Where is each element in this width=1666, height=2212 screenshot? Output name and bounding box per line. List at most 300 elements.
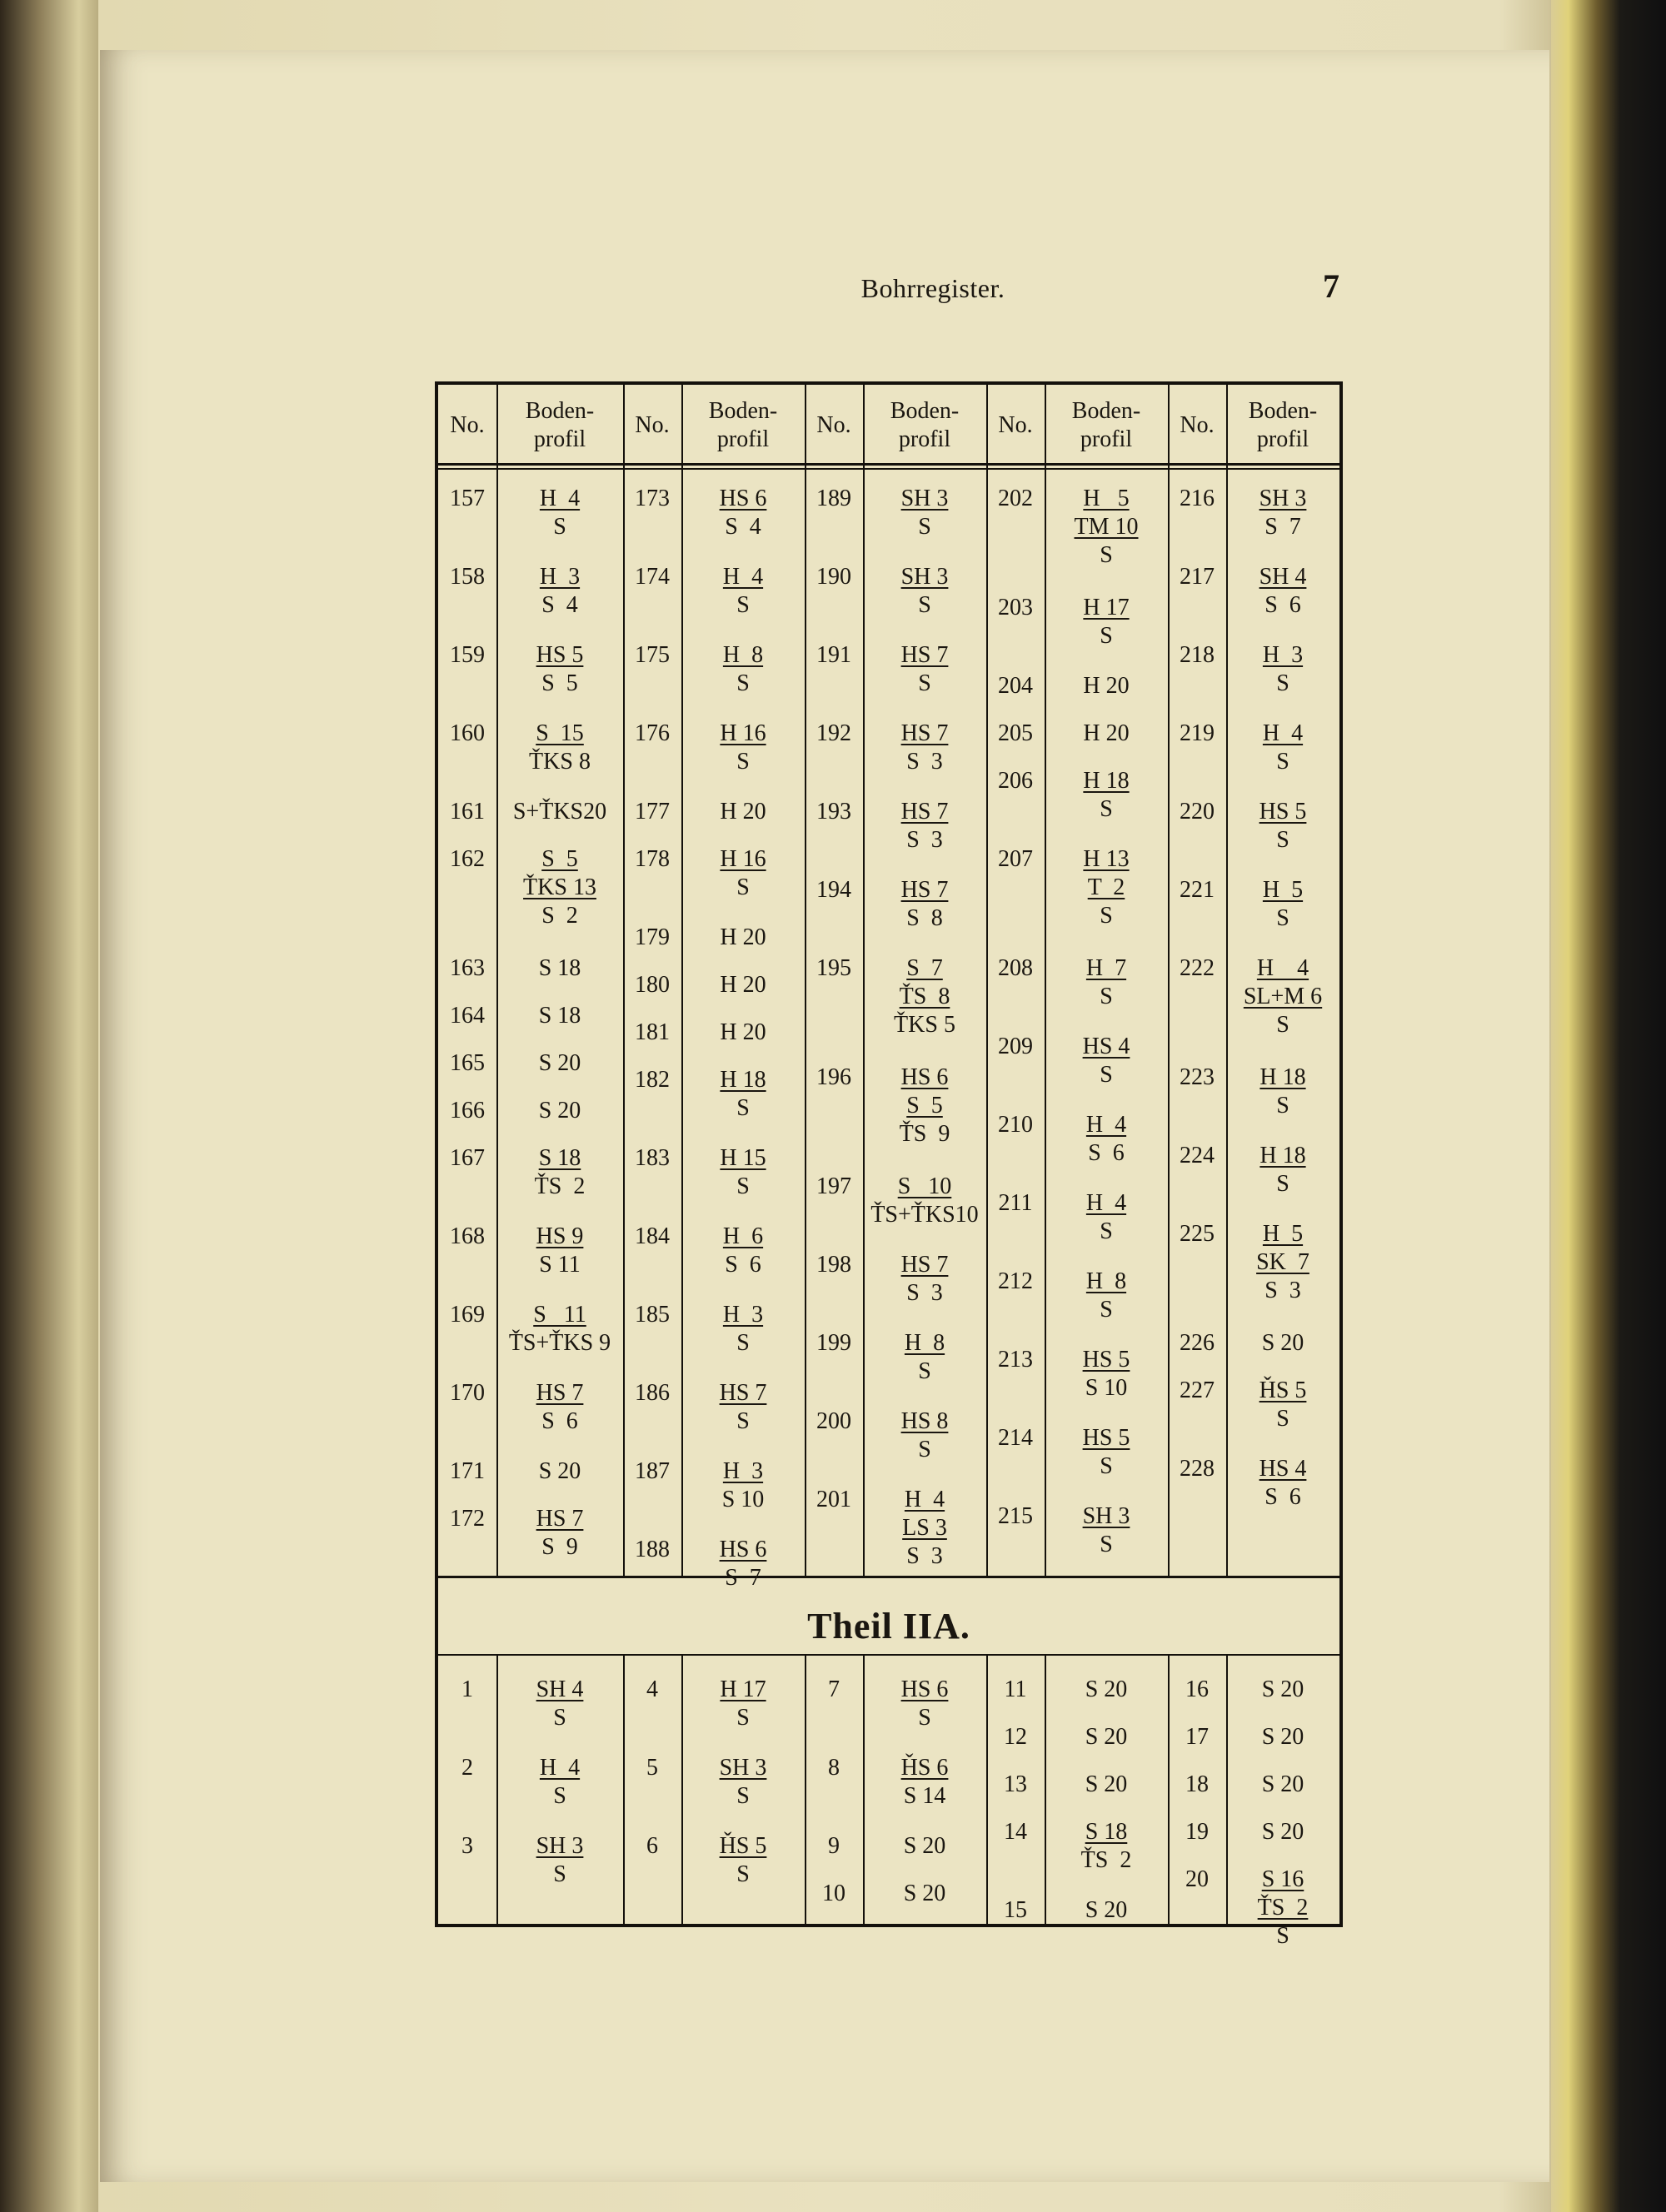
bohr-number: 4 xyxy=(646,1676,658,1702)
profil-line: TM 10 xyxy=(1074,514,1139,540)
profil-line: S 7 xyxy=(725,1565,761,1591)
boden-profil xyxy=(1226,641,1339,698)
boden-profil xyxy=(681,1144,805,1201)
header-bodenprofil: Boden- profil xyxy=(525,398,595,452)
profil-line: SH 3 xyxy=(1259,486,1307,511)
profil-line: SH 3 xyxy=(1082,1503,1130,1529)
boden-profil xyxy=(1226,1064,1339,1120)
profil-line: S xyxy=(1276,1093,1289,1118)
profil-line: S 20 xyxy=(1085,1897,1128,1923)
bohr-number: 183 xyxy=(635,1145,670,1171)
profil-line: ŤS+ŤKS 9 xyxy=(508,1330,611,1356)
profil-line: HS 7 xyxy=(900,799,949,825)
bohr-number: 224 xyxy=(1180,1143,1215,1168)
bohr-number: 165 xyxy=(450,1050,485,1076)
profil-line: S xyxy=(1100,1532,1113,1557)
profil-line: H 8 xyxy=(1085,1268,1127,1294)
row-rule xyxy=(438,1654,1339,1656)
boden-profil xyxy=(863,720,986,776)
boden-profil xyxy=(681,720,805,776)
boden-profil xyxy=(1045,1424,1168,1481)
bohr-number: 207 xyxy=(998,846,1033,872)
profil-line: S 3 xyxy=(906,827,943,853)
profil-line: S xyxy=(1100,1297,1113,1323)
profil-line: ȞS 6 xyxy=(900,1755,949,1781)
profil-line: SH 3 xyxy=(719,1755,767,1781)
profil-line: H 20 xyxy=(1083,673,1130,699)
bohr-number: 192 xyxy=(816,720,851,746)
bohr-number: 222 xyxy=(1180,955,1215,981)
bohr-number: 205 xyxy=(998,720,1033,746)
profil-line: S 6 xyxy=(1264,1484,1301,1510)
boden-profil xyxy=(863,798,986,854)
bohr-number: 182 xyxy=(635,1067,670,1093)
profil-line: S xyxy=(736,1783,750,1809)
profil-line: H 4 xyxy=(1085,1190,1127,1216)
boden-profil xyxy=(681,1223,805,1279)
boden-profil xyxy=(496,1097,623,1125)
boden-profil xyxy=(496,845,623,930)
profil-line: S xyxy=(553,1783,566,1809)
bohr-number: 189 xyxy=(816,486,851,511)
profil-line: S xyxy=(736,592,750,618)
boden-profil xyxy=(1226,876,1339,933)
bohr-number: 12 xyxy=(1004,1724,1027,1750)
profil-line: S 7 xyxy=(1264,514,1301,540)
boden-profil xyxy=(681,485,805,541)
boden-profil xyxy=(1045,720,1168,748)
profil-line: S xyxy=(1276,905,1289,931)
profil-line: HS 7 xyxy=(719,1380,767,1406)
boden-profil xyxy=(681,1301,805,1358)
bohr-number: 221 xyxy=(1180,877,1215,903)
bohr-number: 15 xyxy=(1004,1897,1027,1923)
profil-line: S xyxy=(918,1437,931,1462)
profil-line: S xyxy=(1276,1171,1289,1197)
profil-line: HS 7 xyxy=(900,877,949,903)
boden-profil xyxy=(863,641,986,698)
boden-profil xyxy=(863,954,986,1039)
profil-line: H 18 xyxy=(1083,768,1130,794)
boden-profil xyxy=(496,1144,623,1201)
boden-profil xyxy=(863,1064,986,1148)
boden-profil xyxy=(1045,485,1168,570)
boden-profil xyxy=(681,1379,805,1436)
profil-line: S xyxy=(736,749,750,775)
boden-profil xyxy=(1226,1142,1339,1198)
profil-line: HS 4 xyxy=(1259,1456,1307,1482)
bohr-number: 19 xyxy=(1185,1819,1209,1845)
profil-line: S 8 xyxy=(906,905,943,931)
boden-profil xyxy=(681,641,805,698)
bohr-number: 214 xyxy=(998,1425,1033,1451)
profil-line: S 18 xyxy=(1085,1819,1128,1845)
bohr-number: 217 xyxy=(1180,564,1215,590)
profil-line: H 16 xyxy=(720,720,766,746)
bohr-number: 7 xyxy=(828,1676,840,1702)
bohr-number: 162 xyxy=(450,846,485,872)
profil-line: H 8 xyxy=(904,1330,945,1356)
profil-line: S xyxy=(1100,1453,1113,1479)
profil-line: H 5 xyxy=(1262,1221,1304,1247)
section-title: Theil IIA. xyxy=(807,1606,970,1647)
boden-profil xyxy=(681,1066,805,1123)
boden-profil xyxy=(1045,954,1168,1011)
bohr-number: 200 xyxy=(816,1408,851,1434)
boden-profil xyxy=(496,485,623,541)
bohr-number: 225 xyxy=(1180,1221,1215,1247)
profil-line: S xyxy=(736,1330,750,1356)
profil-line: ŤS 9 xyxy=(899,1121,950,1147)
bohr-number: 3 xyxy=(461,1833,473,1859)
profil-line: H 8 xyxy=(722,642,764,668)
header-no: No. xyxy=(998,412,1033,438)
bohr-number: 187 xyxy=(635,1458,670,1484)
boden-profil xyxy=(1226,720,1339,776)
profil-line: ȞS 5 xyxy=(1259,1378,1307,1403)
boden-profil xyxy=(496,1301,623,1358)
boden-profil xyxy=(681,1019,805,1047)
profil-line: S xyxy=(736,1705,750,1731)
profil-line: H 17 xyxy=(1083,595,1130,620)
profil-line: S xyxy=(1276,1923,1289,1949)
profil-line: SL+M 6 xyxy=(1243,984,1323,1009)
bohr-number: 203 xyxy=(998,595,1033,620)
profil-line: SH 4 xyxy=(536,1676,584,1702)
profil-line: SK 7 xyxy=(1256,1249,1309,1275)
profil-line: S xyxy=(1276,749,1289,775)
profil-line: S xyxy=(553,514,566,540)
boden-profil xyxy=(1226,1866,1339,1950)
boden-profil xyxy=(1226,1818,1339,1846)
bohr-number: 6 xyxy=(646,1833,658,1859)
boden-profil xyxy=(863,1407,986,1464)
boden-profil xyxy=(1226,1377,1339,1433)
bohr-number: 178 xyxy=(635,846,670,872)
profil-line: H 4 xyxy=(722,564,764,590)
profil-line: H 6 xyxy=(722,1223,764,1249)
header-no: No. xyxy=(450,412,485,438)
bohr-number: 171 xyxy=(450,1458,485,1484)
boden-profil xyxy=(1226,1455,1339,1512)
profil-line: S 6 xyxy=(1264,592,1301,618)
profil-line: H 18 xyxy=(1259,1064,1306,1090)
boden-profil xyxy=(1045,1033,1168,1089)
profil-line: S xyxy=(918,1358,931,1384)
profil-line: S 3 xyxy=(906,1280,943,1306)
profil-line: HS 7 xyxy=(900,642,949,668)
profil-line: S xyxy=(1276,1406,1289,1432)
profil-line: H 20 xyxy=(720,972,766,998)
boden-profil xyxy=(496,954,623,983)
profil-line: HS 5 xyxy=(536,642,584,668)
boden-profil xyxy=(1045,845,1168,930)
bohr-number: 195 xyxy=(816,955,851,981)
bohr-number: 9 xyxy=(828,1833,840,1859)
bohr-number: 11 xyxy=(1004,1676,1027,1702)
profil-line: S xyxy=(736,1095,750,1121)
profil-line: S 9 xyxy=(541,1534,578,1560)
boden-profil xyxy=(1226,1220,1339,1305)
profil-line: S 16 xyxy=(1261,1866,1304,1892)
bohr-number: 174 xyxy=(635,564,670,590)
page xyxy=(100,50,1549,2182)
bohr-number: 17 xyxy=(1185,1724,1209,1750)
profil-line: H 15 xyxy=(720,1145,766,1171)
profil-line: S xyxy=(736,1408,750,1434)
boden-profil xyxy=(496,1223,623,1279)
profil-line: S xyxy=(736,874,750,900)
profil-line: H 3 xyxy=(539,564,581,590)
bohr-number: 199 xyxy=(816,1330,851,1356)
profil-line: ŤS 2 xyxy=(534,1173,586,1199)
bohr-number: 186 xyxy=(635,1380,670,1406)
boden-profil xyxy=(681,924,805,952)
profil-line: HS 4 xyxy=(1082,1034,1130,1059)
bohr-number: 223 xyxy=(1180,1064,1215,1090)
boden-profil xyxy=(863,563,986,620)
profil-line: S xyxy=(1100,542,1113,568)
boden-profil xyxy=(863,485,986,541)
profil-line: S 11 xyxy=(539,1252,581,1278)
boden-profil xyxy=(863,1329,986,1386)
boden-profil xyxy=(863,1754,986,1811)
bohr-number: 201 xyxy=(816,1487,851,1512)
boden-profil xyxy=(863,1676,986,1732)
profil-line: HS 6 xyxy=(719,486,767,511)
boden-profil xyxy=(496,1002,623,1030)
bohr-number: 204 xyxy=(998,673,1033,699)
boden-profil xyxy=(1226,485,1339,541)
profil-line: H 13 xyxy=(1083,846,1130,872)
profil-line: LS 3 xyxy=(902,1515,947,1541)
bohr-number: 16 xyxy=(1185,1676,1209,1702)
profil-line: S 20 xyxy=(1261,1330,1304,1356)
profil-line: H 3 xyxy=(1262,642,1304,668)
profil-line: HS 7 xyxy=(900,1252,949,1278)
header-bodenprofil: Boden- profil xyxy=(1071,398,1141,452)
bohr-number: 196 xyxy=(816,1064,851,1090)
profil-line: ȞS 5 xyxy=(719,1833,767,1859)
profil-line: SH 4 xyxy=(1259,564,1307,590)
bohr-number: 206 xyxy=(998,768,1033,794)
profil-line: S xyxy=(1276,1012,1289,1038)
profil-line: S 3 xyxy=(906,1543,943,1569)
left-page-edge xyxy=(0,0,98,2212)
profil-line: SH 3 xyxy=(900,486,949,511)
profil-line: H 18 xyxy=(720,1067,766,1093)
profil-line: S 10 xyxy=(1085,1375,1128,1401)
profil-line: S 20 xyxy=(1261,1819,1304,1845)
profil-line: S 6 xyxy=(725,1252,761,1278)
boden-profil xyxy=(863,1173,986,1229)
profil-line: HS 7 xyxy=(536,1380,584,1406)
bohr-number: 1 xyxy=(461,1676,473,1702)
profil-line: S 5 xyxy=(541,670,578,696)
profil-line: S 6 xyxy=(541,1408,578,1434)
bohr-number: 184 xyxy=(635,1223,670,1249)
profil-line: H 16 xyxy=(720,846,766,872)
profil-line: S xyxy=(918,1705,931,1731)
profil-line: ŤKS 8 xyxy=(529,749,591,775)
bohr-number: 210 xyxy=(998,1112,1033,1138)
profil-line: S 11 xyxy=(533,1302,586,1328)
bohr-number: 8 xyxy=(828,1755,840,1781)
profil-line: H 4 xyxy=(539,1755,581,1781)
boden-profil xyxy=(496,563,623,620)
boden-profil xyxy=(496,720,623,776)
profil-line: S xyxy=(918,592,931,618)
profil-line: S xyxy=(736,670,750,696)
bohr-number: 172 xyxy=(450,1506,485,1532)
profil-line: S 18 xyxy=(538,955,581,981)
profil-line: S 15 xyxy=(536,720,584,746)
bohr-number: 159 xyxy=(450,642,485,668)
bohr-number: 14 xyxy=(1004,1819,1027,1845)
header-bodenprofil: Boden- profil xyxy=(708,398,778,452)
profil-line: H 5 xyxy=(1262,877,1304,903)
bohr-number: 179 xyxy=(635,924,670,950)
profil-line: S xyxy=(1100,623,1113,649)
profil-line: ŤS 2 xyxy=(1080,1847,1132,1873)
bohr-number: 208 xyxy=(998,955,1033,981)
boden-profil xyxy=(1226,1771,1339,1799)
profil-line: S 5 xyxy=(541,846,578,872)
boden-profil xyxy=(681,971,805,999)
boden-profil xyxy=(1045,594,1168,650)
profil-line: S xyxy=(1100,1062,1113,1088)
profil-line: S 20 xyxy=(538,1050,581,1076)
bohr-number: 13 xyxy=(1004,1771,1027,1797)
boden-profil xyxy=(1045,672,1168,700)
boden-profil xyxy=(863,1251,986,1308)
boden-profil xyxy=(1045,1502,1168,1559)
profil-line: HS 7 xyxy=(536,1506,584,1532)
header-no: No. xyxy=(635,412,670,438)
profil-line: SH 3 xyxy=(536,1833,584,1859)
profil-line: ŤS+ŤKS10 xyxy=(870,1202,979,1228)
boden-profil xyxy=(863,876,986,933)
boden-profil xyxy=(863,1832,986,1861)
boden-profil xyxy=(863,1880,986,1908)
bohr-number: 170 xyxy=(450,1380,485,1406)
profil-line: S xyxy=(1100,984,1113,1009)
profil-line: H 17 xyxy=(720,1676,766,1702)
profil-line: S 20 xyxy=(1085,1724,1128,1750)
profil-line: S xyxy=(1276,827,1289,853)
profil-line: HS 8 xyxy=(900,1408,949,1434)
bohr-number: 5 xyxy=(646,1755,658,1781)
profil-line: S 20 xyxy=(538,1098,581,1123)
boden-profil xyxy=(1045,1818,1168,1875)
boden-profil xyxy=(1226,1723,1339,1751)
header-bodenprofil: Boden- profil xyxy=(1248,398,1318,452)
profil-line: S 6 xyxy=(1088,1140,1125,1166)
row-rule xyxy=(438,1576,1339,1578)
bohr-number: 202 xyxy=(998,486,1033,511)
boden-profil xyxy=(496,1457,623,1486)
profil-line: H 20 xyxy=(1083,720,1130,746)
boden-profil xyxy=(496,1676,623,1732)
profil-line: H 20 xyxy=(720,924,766,950)
profil-line: S 20 xyxy=(1085,1771,1128,1797)
profil-line: H 4 xyxy=(1085,1112,1127,1138)
profil-line: HS 5 xyxy=(1082,1425,1130,1451)
boden-profil xyxy=(1226,1676,1339,1704)
bohr-number: 215 xyxy=(998,1503,1033,1529)
bohr-number: 193 xyxy=(816,799,851,825)
profil-line: S 5 xyxy=(906,1093,943,1118)
profil-line: SH 3 xyxy=(900,564,949,590)
profil-line: S 18 xyxy=(538,1003,581,1029)
boden-profil xyxy=(681,1754,805,1811)
profil-line: S 20 xyxy=(903,1881,946,1906)
boden-profil xyxy=(1045,1896,1168,1925)
header-no: No. xyxy=(1180,412,1215,438)
profil-line: HS 6 xyxy=(719,1537,767,1562)
profil-line: S xyxy=(1100,903,1113,929)
profil-line: S 20 xyxy=(1261,1676,1304,1702)
profil-line: S 7 xyxy=(906,955,943,981)
bohr-number: 176 xyxy=(635,720,670,746)
boden-profil xyxy=(1045,1111,1168,1168)
profil-line: ŤKS 13 xyxy=(523,874,596,900)
bohr-number: 191 xyxy=(816,642,851,668)
profil-line: ŤS 2 xyxy=(1257,1895,1309,1921)
boden-profil xyxy=(681,1832,805,1889)
profil-line: H 18 xyxy=(1259,1143,1306,1168)
profil-line: S 20 xyxy=(1261,1771,1304,1797)
profil-line: H 7 xyxy=(1085,955,1127,981)
boden-profil xyxy=(496,1049,623,1078)
row-rule xyxy=(438,468,1339,470)
profil-line: T 2 xyxy=(1087,874,1125,900)
header-bodenprofil: Boden- profil xyxy=(890,398,960,452)
profil-line: S 20 xyxy=(538,1458,581,1484)
bohr-number: 216 xyxy=(1180,486,1215,511)
boden-profil xyxy=(1045,1771,1168,1799)
boden-profil xyxy=(1045,1346,1168,1402)
profil-line: S 3 xyxy=(1264,1278,1301,1303)
profil-line: S+ŤKS20 xyxy=(512,799,607,825)
book-edge xyxy=(1551,0,1666,2212)
bohr-number: 198 xyxy=(816,1252,851,1278)
boden-profil xyxy=(496,641,623,698)
profil-line: HS 5 xyxy=(1082,1347,1130,1373)
bohr-number: 167 xyxy=(450,1145,485,1171)
bohr-number: 228 xyxy=(1180,1456,1215,1482)
profil-line: S 2 xyxy=(541,903,578,929)
bohr-number: 168 xyxy=(450,1223,485,1249)
profil-line: S xyxy=(1100,1218,1113,1244)
bohr-number: 10 xyxy=(822,1881,845,1906)
profil-line: S xyxy=(1276,670,1289,696)
boden-profil xyxy=(496,1754,623,1811)
boden-profil xyxy=(681,1536,805,1592)
bohr-number: 20 xyxy=(1185,1866,1209,1892)
profil-line: H 4 xyxy=(1262,720,1304,746)
profil-line: S 10 xyxy=(897,1173,952,1199)
boden-profil xyxy=(496,798,623,826)
profil-line: S xyxy=(1100,796,1113,822)
bohr-number: 158 xyxy=(450,564,485,590)
boden-profil xyxy=(496,1505,623,1562)
bohr-number: 2 xyxy=(461,1755,473,1781)
profil-line: ŤS 8 xyxy=(899,984,950,1009)
boden-profil xyxy=(1226,798,1339,854)
boden-profil xyxy=(681,845,805,902)
boden-profil xyxy=(681,1457,805,1514)
